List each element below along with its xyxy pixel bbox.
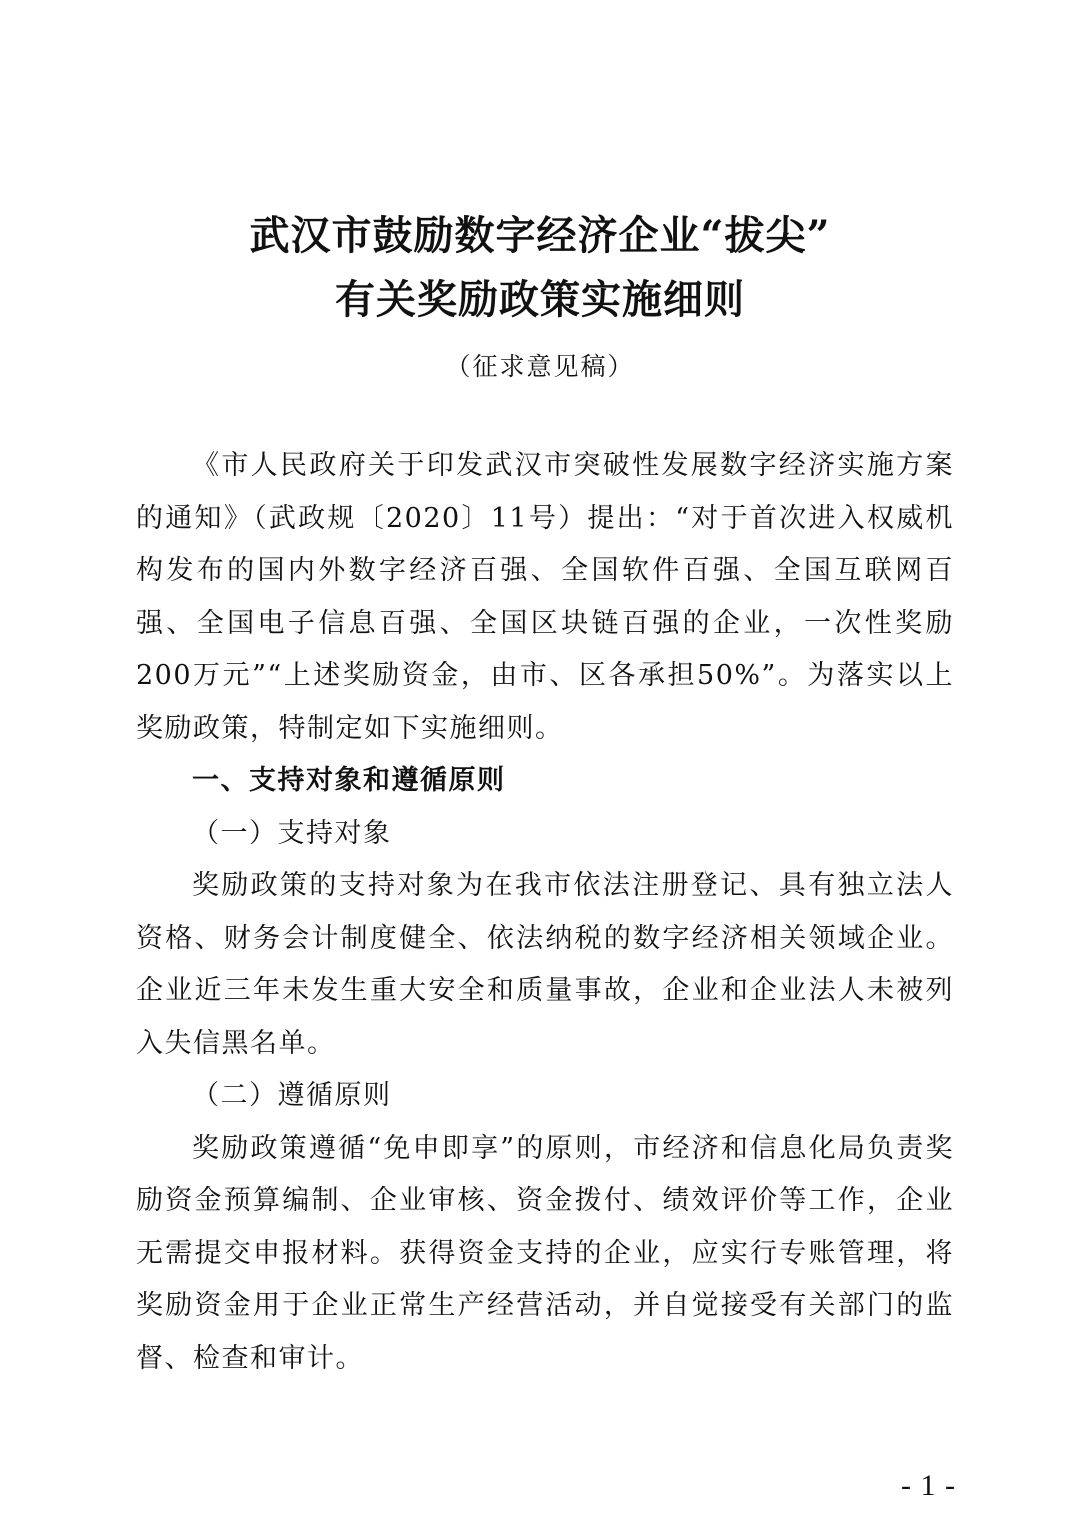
document-title-line1: 武汉市鼓励数字经济企业“拔尖” <box>249 212 831 259</box>
page-number: - 1 - <box>901 1469 956 1502</box>
subsection-heading-principles: （二）遵循原则 <box>192 1080 392 1111</box>
document-title-line2: 有关奖励政策实施细则 <box>335 276 745 323</box>
subsection-heading-support-target: （一）支持对象 <box>192 817 392 849</box>
section-heading: 一、支持对象和遵循原则 <box>192 765 506 796</box>
principles-paragraph: 奖励政策遵循“免申即享”的原则，市经济和信息化局负责奖励资金预算编制、企业审核、资金拨付、绩效评价等工作，企业无需提交申报材料。获得资金支持的企业，应实行专账管理，将奖励资金用于企业正常生产经营活动，并自觉接受有关部门的监督、检查和审计。 <box>136 1132 954 1374</box>
document-body <box>136 440 954 1385</box>
support-target-paragraph: 奖励政策的支持对象为在我市依法注册登记、具有独立法人资格、财务会计制度健全、依法纳税的数字经济相关领域企业。企业近三年未发生重大安全和质量事故，企业和企业法人未被列入失信黑名单。 <box>136 870 954 1059</box>
document-subtitle: （征求意见稿） <box>445 352 635 381</box>
intro-paragraph: 《市人民政府关于印发武汉市突破性发展数字经济实施方案的通知》（武政规〔2020〕11号）提出：“对于首次进入权威机构发布的国内外数字经济百强、全国软件百强、全国互联网百强、全国电子信息百强、全国区块链百强的企业，一次性奖励200万元”“上述奖励资金，由市、区各承担50%”。为落实以上奖励政策，特制定如下实施细则。 <box>136 450 954 744</box>
